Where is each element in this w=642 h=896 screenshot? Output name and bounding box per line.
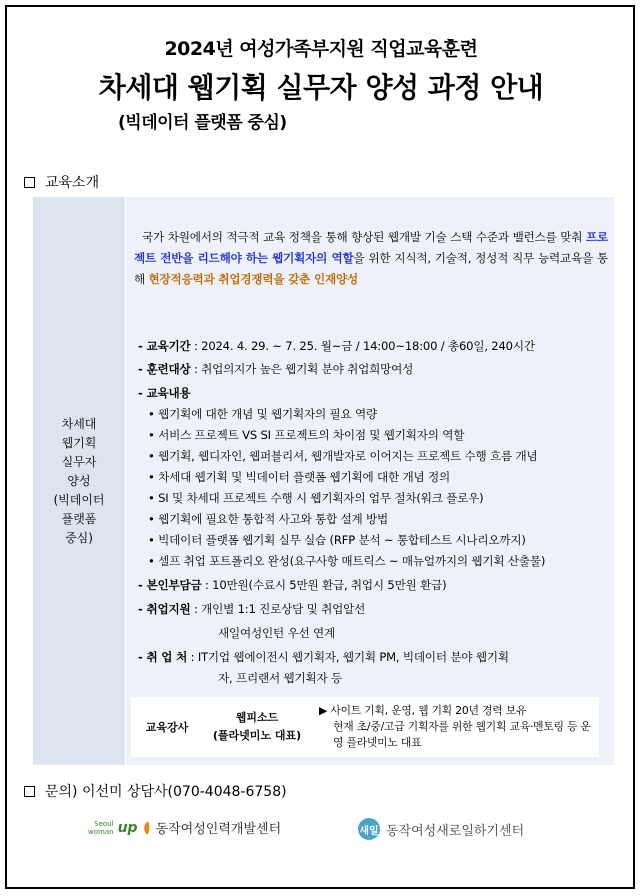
logo1-up: up <box>117 819 138 836</box>
course-name-line: 양성 <box>67 473 91 488</box>
contact-line <box>24 781 287 801</box>
intro-paragraph <box>134 227 608 290</box>
logo2-name: 동작여성새로일하기센터 <box>386 823 525 839</box>
support-label: - 취업지원 <box>138 602 191 616</box>
course-name-line: (빅데이터 <box>53 492 105 507</box>
course-name-cell <box>33 197 125 765</box>
instructor-label: 교육강사 <box>145 721 189 734</box>
fee-value: : 10만원(수료시 5만원 환급, 취업시 5만원 환급) <box>204 578 447 592</box>
logo-dongjak-saeil-center <box>358 818 524 840</box>
target-label: - 훈련대상 <box>138 362 191 376</box>
intro-highlight-blue: 프로젝트 전반을 리드해야 하는 웹기획자의 역할 <box>134 230 608 265</box>
content-bullet: • 빅데이터 플랫폼 웹기획 실무 실습 (RFP 분석 ~ 통합테스트 시나리오까지) <box>148 533 526 547</box>
section-title-text: 교육소개 <box>45 175 100 191</box>
checkbox-square-icon <box>24 177 35 188</box>
job-value: : IT기업 웹에이전시 웹기획자, 웹기획 PM, 빅데이터 분야 웹기획 <box>190 650 509 664</box>
header-line1: 2024년 여성가족부지원 직업교육훈련 <box>164 38 478 60</box>
logo-dongjak-women-center <box>88 818 281 837</box>
target-row <box>138 361 413 377</box>
instructor-box <box>131 697 599 757</box>
fee-row <box>138 577 446 593</box>
period-value: : 2024. 4. 29. ~ 7. 25. 월~금 / 14:00~18:00 / 총60일, 240시간 <box>193 339 535 353</box>
intro-text: 국가 차원에서의 적극적 교육 정책을 통해 향상된 웹개발 기술 스택 수준과 밸런스를 맞춰 <box>142 230 586 244</box>
page-title: 차세대 웹기획 실무자 양성 과정 안내 <box>98 71 544 104</box>
contact-text: 문의) 이선미 상담사(070-4048-6758) <box>45 784 287 800</box>
instructor-desc-line: ▶ 사이트 기획, 운영, 웹 기획 20년 경력 보유 <box>319 704 527 717</box>
content-bullet: • 웹기획, 웹디자인, 웹퍼블리셔, 웹개발자로 이어지는 프로젝트 수행 흐름 개념 <box>148 449 538 463</box>
support-row-2: 새일여성인턴 우선 연계 <box>218 626 335 640</box>
leaf-icon <box>142 821 152 835</box>
logo1-small-1: Seoul <box>94 819 114 828</box>
instructor-desc-line: 현재 초/중/고급 기획자를 위한 웹기획 교육·멘토링 등 운영 플라넷미노 대표 <box>333 720 591 749</box>
checkbox-square-icon <box>24 786 35 797</box>
content-row <box>138 385 190 401</box>
course-name-line: 중심) <box>65 530 93 545</box>
logo1-small-2: woman <box>88 827 114 836</box>
content-bullet: • SI 및 차세대 프로젝트 수행 시 웹기획자의 업무 절차(워크 플로우) <box>148 491 484 505</box>
intro-highlight-orange: 현장적응력과 취업경쟁력을 갖춘 인재양성 <box>148 272 359 286</box>
intro-text: 을 위한 지식적, 기술적, 정성적 직무 능력교육을 통해 <box>134 251 608 286</box>
period-row <box>138 338 535 354</box>
job-row-2: 자, 프리랜서 웹기획자 등 <box>218 671 342 685</box>
content-bullet: • 웹기획에 필요한 통합적 사고와 통합 설계 방법 <box>148 512 389 526</box>
content-bullet: • 차세대 웹기획 및 빅데이터 플랫폼 웹기획에 대한 개념 정의 <box>148 470 450 484</box>
logo2-badge: 새일 <box>358 818 380 840</box>
instructor-name <box>205 697 309 757</box>
logo1-name: 동작여성인력개발센터 <box>155 822 282 837</box>
content-bullet: • 셀프 취업 포트폴리오 완성(요구사항 매트릭스 ~ 매뉴얼까지의 웹기획 산출물) <box>148 554 546 568</box>
instructor-company: 웹피소드 <box>235 711 279 724</box>
content-bullet: • 서비스 프로젝트 VS SI 프로젝트의 차이점 및 웹기획자의 역할 <box>148 428 465 442</box>
course-name-line: 차세대 <box>61 416 97 431</box>
job-label: - 취 업 처 <box>138 650 188 664</box>
logo1-small-text <box>88 820 114 836</box>
content-bullet: • 웹기획에 대한 개념 및 웹기획자의 필요 역량 <box>148 407 378 421</box>
instructor-description <box>319 703 595 751</box>
section-title-intro <box>24 172 99 192</box>
period-label: - 교육기간 <box>138 339 191 353</box>
support-row <box>138 601 365 617</box>
fee-label: - 본인부담금 <box>138 578 202 592</box>
course-name-line: 웹기획 <box>61 435 97 450</box>
support-value: : 개인별 1:1 진로상담 및 취업알선 <box>193 602 366 616</box>
course-name-line: 플랫폼 <box>61 511 97 526</box>
job-row <box>138 649 509 665</box>
course-name-line: 실무자 <box>61 454 97 469</box>
content-label: - 교육내용 <box>138 386 191 400</box>
instructor-role: (플라넷미노 대표) <box>212 729 302 742</box>
target-value: : 취업의지가 높은 웹기획 분야 취업희망여성 <box>193 362 414 376</box>
header-subtitle: (빅데이터 플랫폼 중심) <box>118 113 287 133</box>
